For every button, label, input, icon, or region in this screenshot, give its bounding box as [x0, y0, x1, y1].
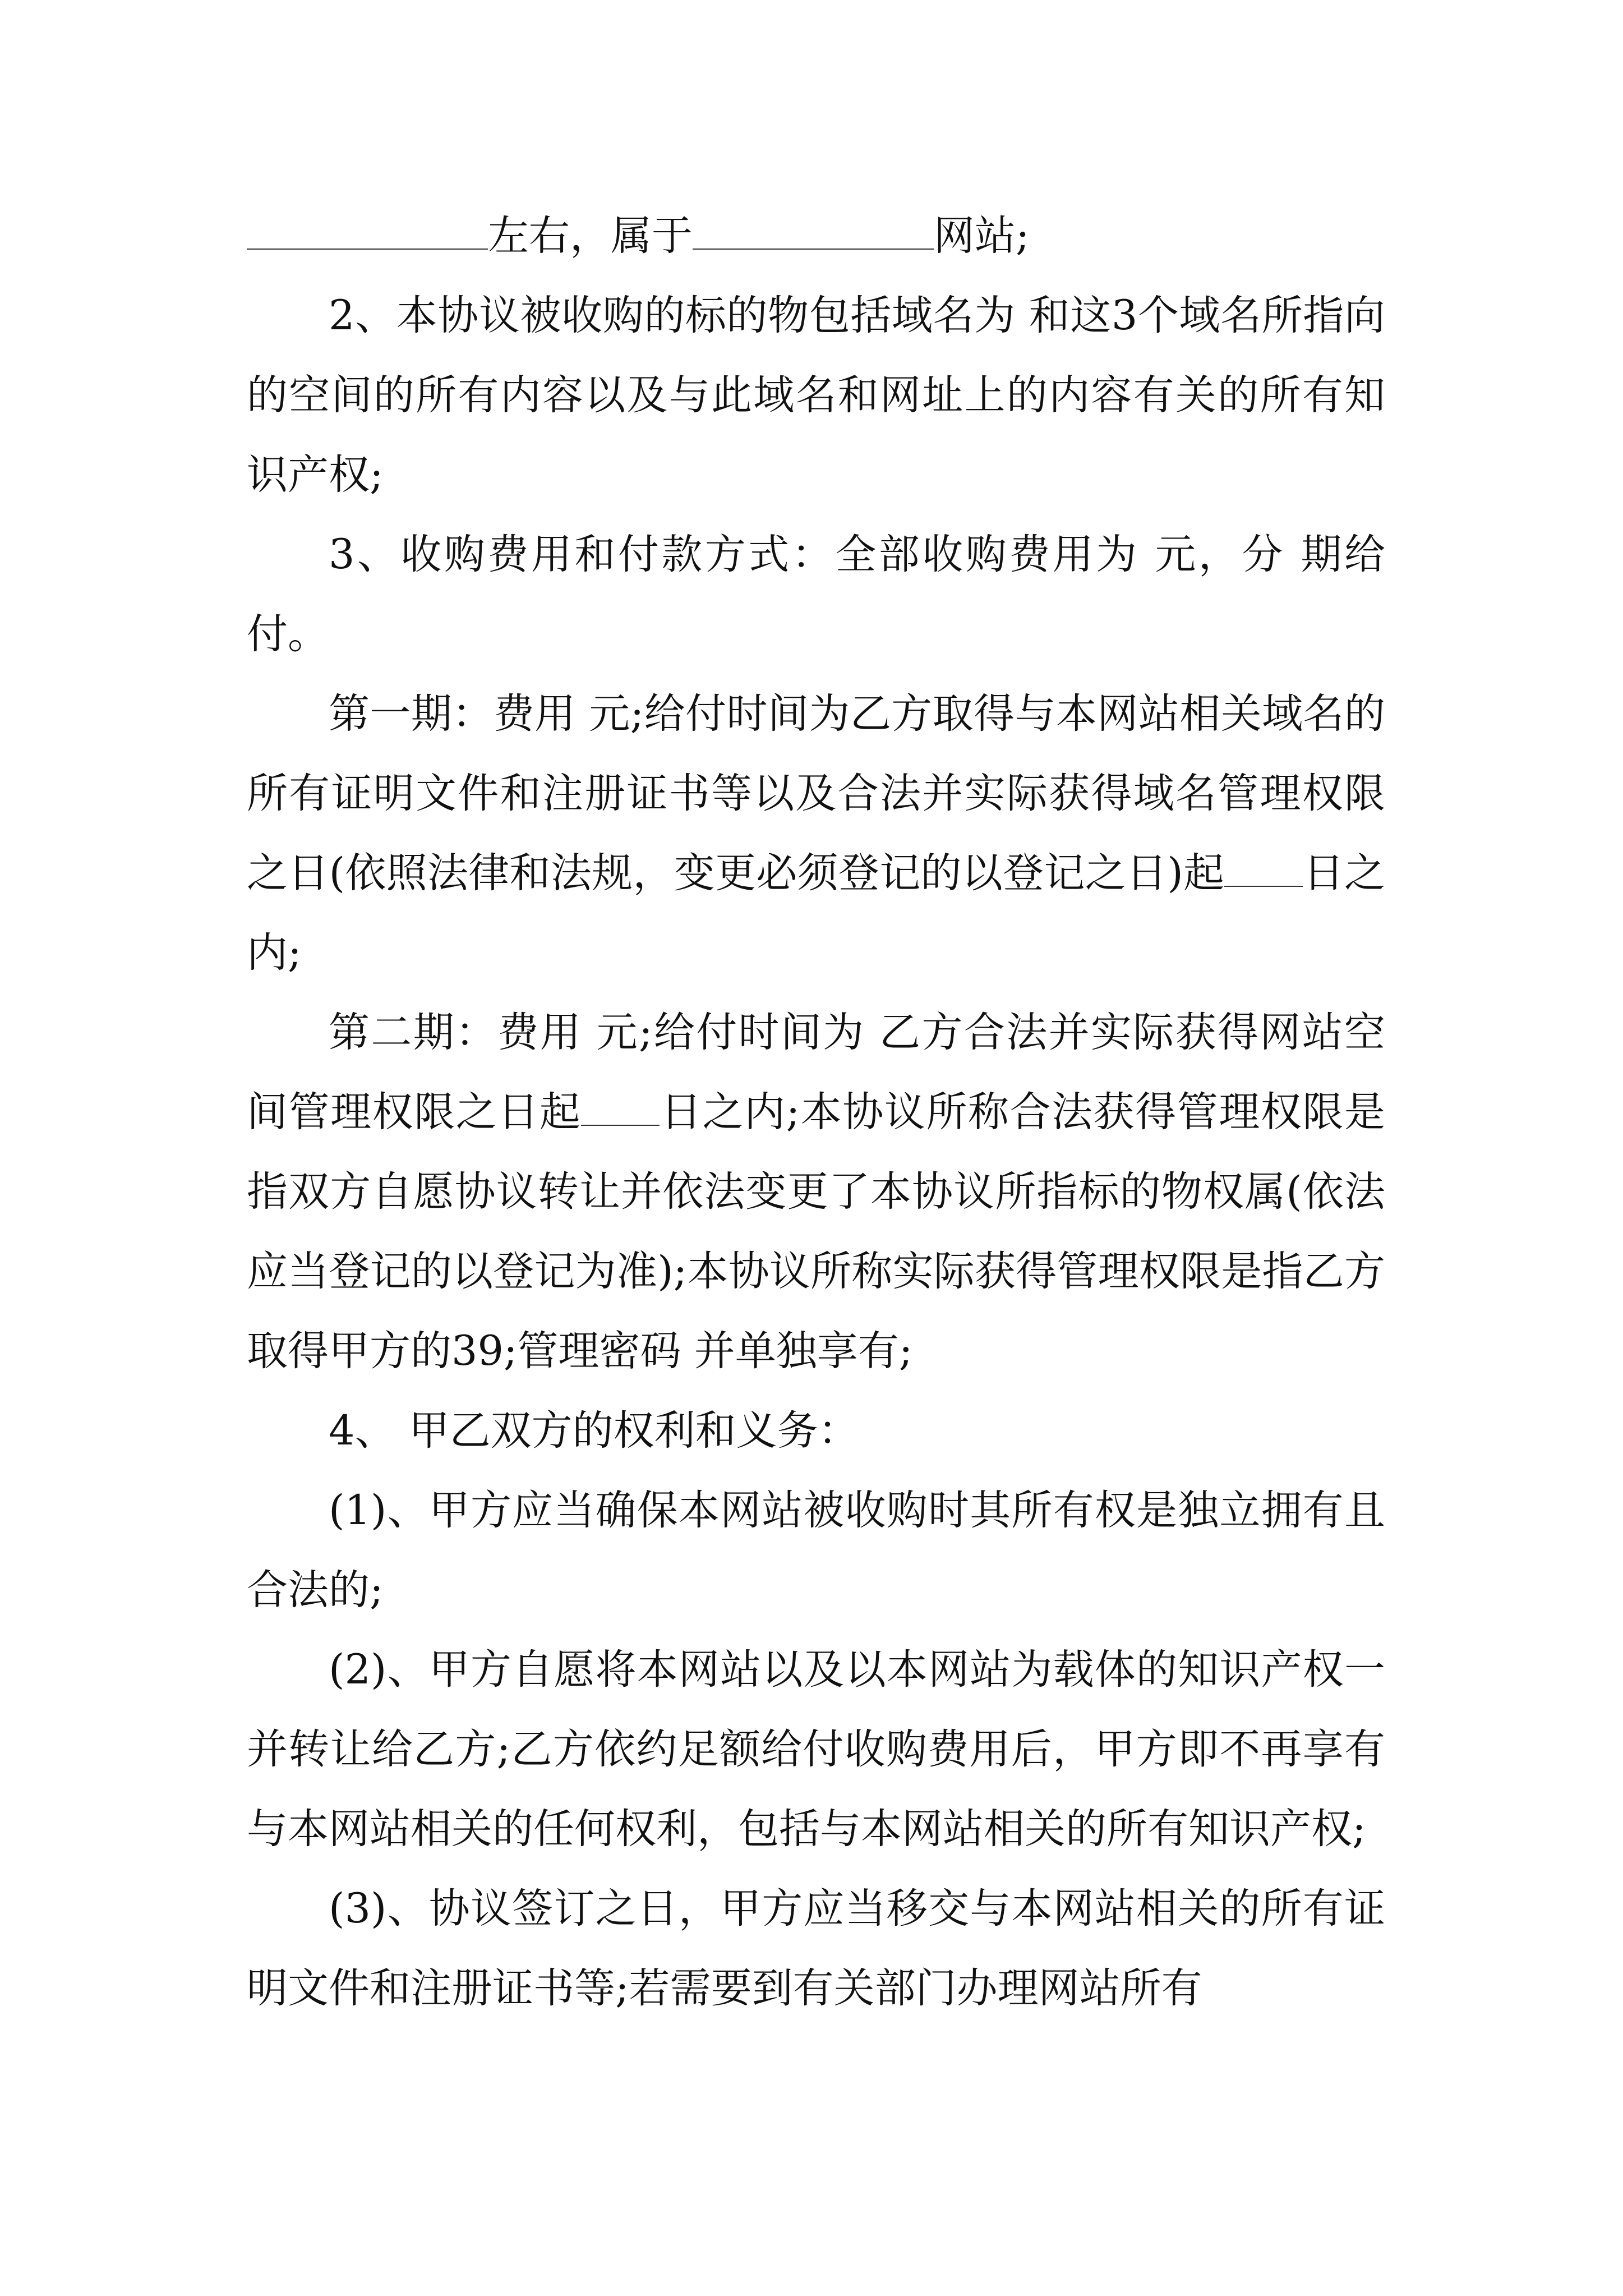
phase1-text-b: 日之内;	[247, 849, 1386, 977]
document-body	[247, 196, 1385, 2028]
blank-underline	[1224, 849, 1303, 887]
paragraph-item-3: 3、收购费用和付款方式：全部收购费用为 元，分 期给付。	[247, 531, 1385, 658]
paragraph-item-2: 2、本协议被收购的标的物包括域名为 和这3个域名所指向的空间的所有内容以及与此域名和网址上的内容有关的所有知识产权;	[247, 292, 1385, 499]
blank-underline	[581, 1088, 660, 1126]
phase1-text-a: 第一期：费用 元;给付时间为乙方取得与本网站相关域名的所有证明文件和注册证书等以及合法并实际获得域名管理权限之日(依照法律和法规，变更必须登记的以登记之日)起	[247, 690, 1385, 897]
paragraph-line1	[247, 196, 1385, 276]
line1-text-a: 左右，属于	[488, 212, 693, 260]
paragraph-sub-1: (1)、甲方应当确保本网站被收购时其所有权是独立拥有且合法的;	[247, 1487, 1385, 1614]
paragraph-sub-2: (2)、甲方自愿将本网站以及以本网站为载体的知识产权一并转让给乙方;乙方依约足额给付收购费用后，甲方即不再享有与本网站相关的任何权利，包括与本网站相关的所有知识产权;	[247, 1646, 1385, 1853]
paragraph-sub-3: (3)、协议签订之日，甲方应当移交与本网站相关的所有证明文件和注册证书等;若需要到有关部门办理网站所有	[247, 1885, 1385, 2012]
blank-underline	[693, 211, 934, 250]
paragraph-item-4: 4、 甲乙双方的权利和义务：	[329, 1407, 859, 1455]
phase2-text-b: 日之内;本协议所称合法获得管理权限是指双方自愿协议转让并依法变更了本协议所指标的物权属(依法应当登记的以登记为准);本协议所称实际获得管理权限是指乙方取得甲方的39;管理密码 并单独享有;	[247, 1088, 1385, 1375]
paragraph-phase-1	[247, 674, 1385, 993]
phase2-text-a: 第二期：费用 元;给付时间为 乙方合法并实际获得网站空间管理权限之日起	[247, 1009, 1385, 1136]
paragraph-phase-2	[247, 993, 1385, 1391]
blank-underline	[247, 211, 488, 250]
line1-text-b: 网站;	[934, 212, 1030, 260]
